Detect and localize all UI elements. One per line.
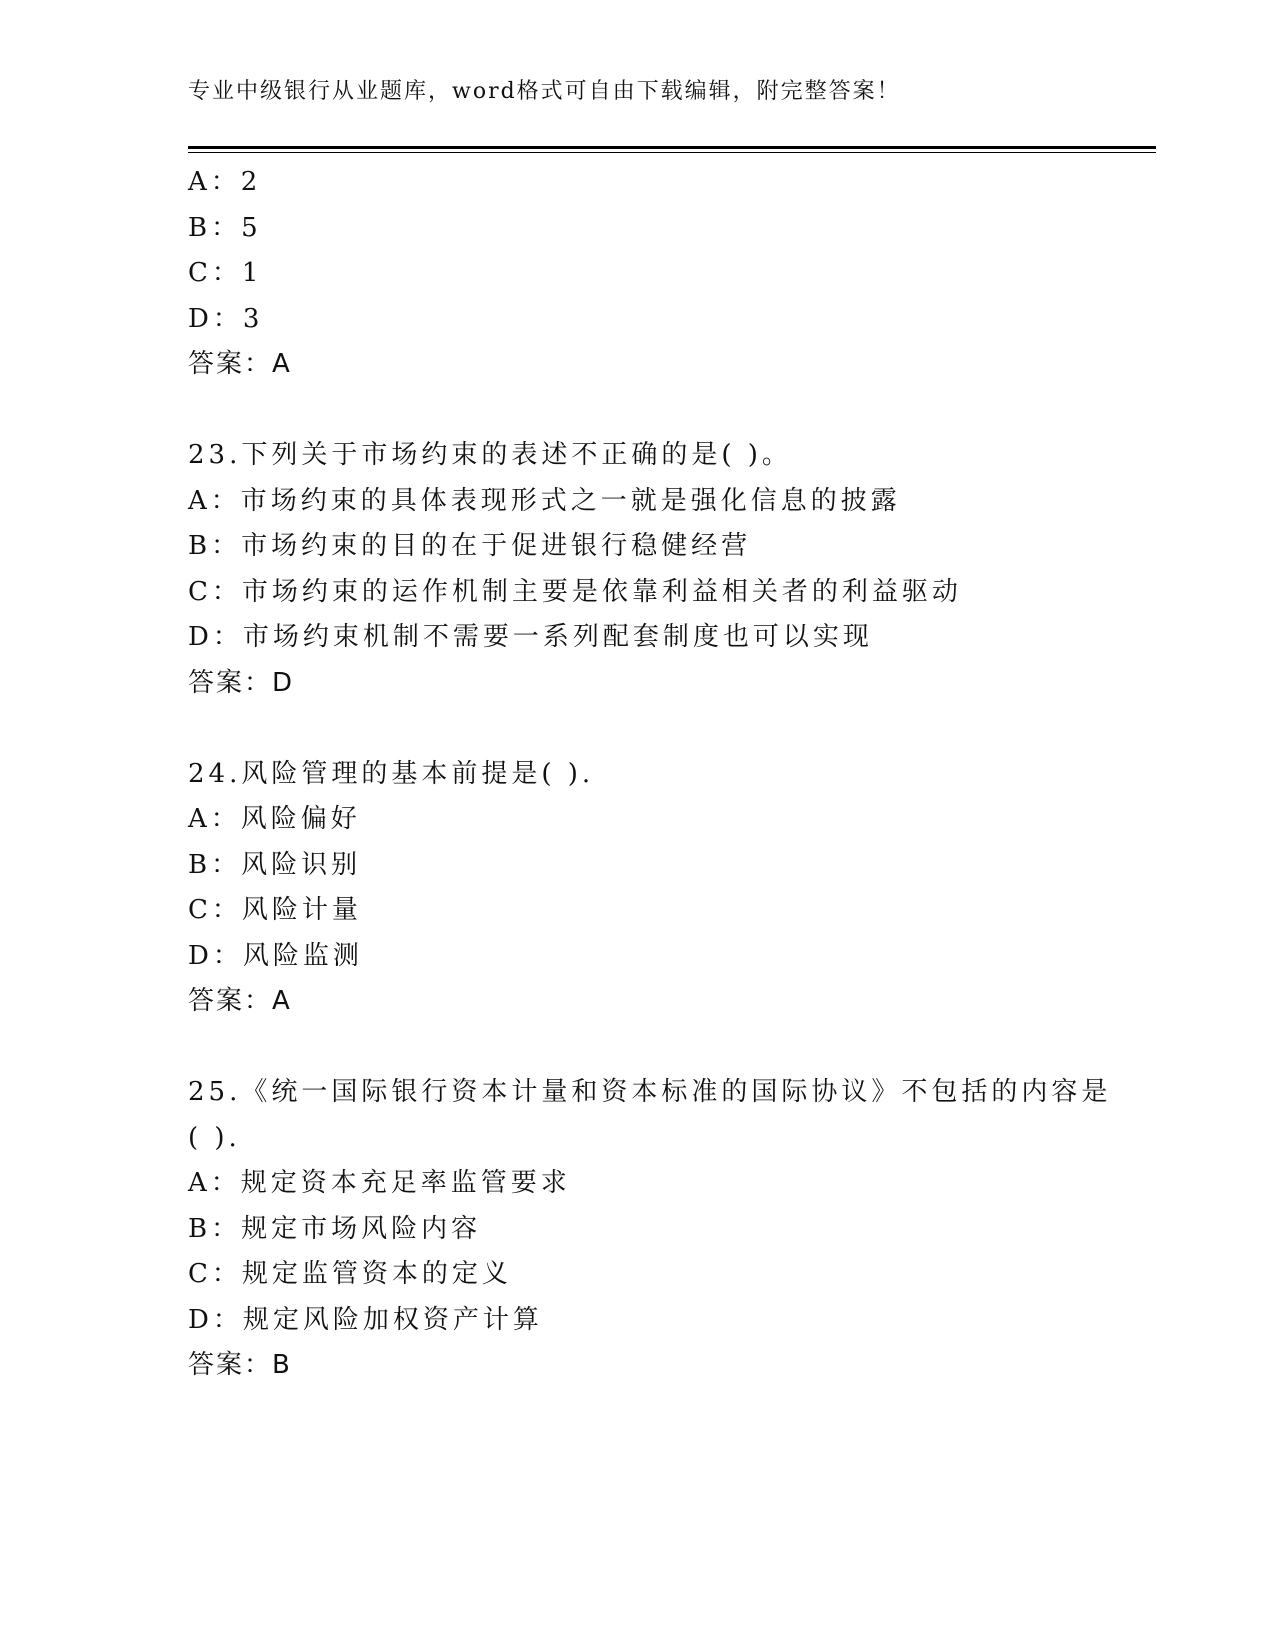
option-label: D： <box>188 622 243 652</box>
option-c <box>188 570 1156 616</box>
option-label: C： <box>188 895 242 925</box>
question-24 <box>188 752 1156 1025</box>
question-text-line-1: 25.《统一国际银行资本计量和资本标准的国际协议》不包括的内容是 <box>188 1077 1112 1107</box>
option-d <box>188 934 1156 980</box>
option-label: B： <box>188 849 242 880</box>
document-body <box>188 160 1156 1389</box>
answer-line: 答案：A <box>188 986 292 1016</box>
option-label: D： <box>188 940 243 971</box>
option-b <box>188 843 1156 889</box>
option-c <box>188 888 1156 934</box>
header-rule-thin <box>188 152 1156 153</box>
option-a <box>188 1161 1156 1207</box>
option-label: B： <box>188 1213 242 1244</box>
option-text: 风险偏好 <box>240 804 361 834</box>
option-label: C： <box>188 576 242 607</box>
option-label: B： <box>188 212 242 243</box>
option-b <box>188 1207 1156 1253</box>
option-label: A： <box>188 485 241 516</box>
question-22 <box>188 160 1156 388</box>
header-rule-thick <box>188 146 1156 149</box>
option-c <box>188 1252 1156 1298</box>
option-text: 2 <box>240 167 262 197</box>
option-c <box>188 251 1156 297</box>
option-label: A： <box>188 167 241 197</box>
spacer <box>188 388 1156 434</box>
question-text: 24.风险管理的基本前提是( ). <box>188 758 595 789</box>
option-b <box>188 524 1156 570</box>
option-text: 5 <box>241 212 262 243</box>
option-label: C： <box>188 1259 242 1289</box>
option-d <box>188 1298 1156 1344</box>
option-label: B： <box>188 531 242 561</box>
answer-line: 答案：A <box>188 349 292 379</box>
spacer <box>188 1025 1156 1071</box>
answer-line: 答案：B <box>188 1350 292 1380</box>
option-a <box>188 479 1156 525</box>
option-text: 规定风险加权资产计算 <box>242 1304 543 1335</box>
option-a <box>188 797 1156 843</box>
question-23 <box>188 433 1156 706</box>
option-label: C： <box>188 258 242 288</box>
option-text: 风险识别 <box>241 849 362 880</box>
option-d <box>188 615 1156 661</box>
option-label: A： <box>188 1168 241 1198</box>
option-text: 风险计量 <box>241 895 362 925</box>
option-label: D： <box>188 1304 243 1335</box>
option-d <box>188 297 1156 343</box>
option-text: 市场约束的目的在于促进银行稳健经营 <box>241 531 752 561</box>
answer-line: 答案：D <box>188 667 295 698</box>
spacer <box>188 706 1156 752</box>
option-text: 3 <box>242 303 264 334</box>
option-label: A： <box>188 804 241 834</box>
option-label: D： <box>188 303 243 334</box>
option-b <box>188 206 1156 252</box>
option-text: 规定市场风险内容 <box>241 1213 482 1244</box>
option-text: 市场约束的运作机制主要是依靠利益相关者的利益驱动 <box>241 576 962 607</box>
question-text-line-2: ( ). <box>188 1122 241 1153</box>
option-text: 市场约束的具体表现形式之一就是强化信息的披露 <box>240 485 901 516</box>
option-text: 市场约束机制不需要一系列配套制度也可以实现 <box>242 622 873 652</box>
question-25 <box>188 1070 1156 1389</box>
option-text: 规定监管资本的定义 <box>241 1259 512 1289</box>
question-text: 23.下列关于市场约束的表述不正确的是( )。 <box>188 440 792 470</box>
page-header: 专业中级银行从业题库，word格式可自由下载编辑，附完整答案！ <box>188 79 901 104</box>
option-text: 风险监测 <box>242 940 363 971</box>
option-text: 1 <box>241 258 263 288</box>
option-a <box>188 160 1156 206</box>
option-text: 规定资本充足率监管要求 <box>240 1168 571 1198</box>
